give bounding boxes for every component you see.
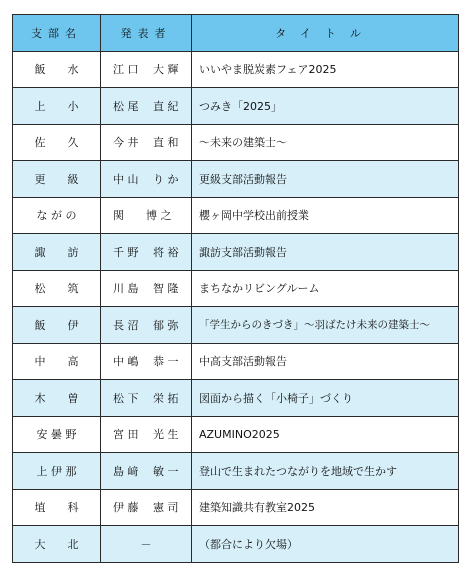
presenter-cell: 川 島 智 隆 bbox=[101, 270, 192, 307]
branch-cell: 飯 水 bbox=[13, 51, 101, 88]
table-row bbox=[13, 307, 459, 344]
branch-cell: 更 級 bbox=[13, 161, 101, 198]
presenter-cell: 千 野 将 裕 bbox=[101, 234, 192, 271]
header-presenter: 発表者 bbox=[101, 15, 192, 52]
table-row bbox=[13, 270, 459, 307]
presenter-cell: 中 山 り か bbox=[101, 161, 192, 198]
table-row bbox=[13, 343, 459, 380]
title-cell: 櫻ヶ岡中学校出前授業 bbox=[192, 197, 459, 234]
presenter-cell: 宮 田 光 生 bbox=[101, 416, 192, 453]
presenter-cell: 松 尾 直 紀 bbox=[101, 88, 192, 125]
branch-cell: 安 曇 野 bbox=[13, 416, 101, 453]
branch-cell: 松 筑 bbox=[13, 270, 101, 307]
title-cell: 登山で生まれたつながりを地域で生かす bbox=[192, 453, 459, 490]
presenter-cell: 江 口 大 輝 bbox=[101, 51, 192, 88]
presenter-cell: 関 博 之 bbox=[101, 197, 192, 234]
branch-cell: 諏 訪 bbox=[13, 234, 101, 271]
presenter-cell: 島 﨑 敏 一 bbox=[101, 453, 192, 490]
title-cell: ～未来の建築士～ bbox=[192, 124, 459, 161]
header-row bbox=[13, 15, 459, 52]
branch-cell: 木 曽 bbox=[13, 380, 101, 417]
branch-cell: 大 北 bbox=[13, 526, 101, 563]
title-cell: 「学生からのきづき」～羽ばたけ未来の建築士～ bbox=[192, 307, 459, 344]
branch-cell: 飯 伊 bbox=[13, 307, 101, 344]
branch-cell: 佐 久 bbox=[13, 124, 101, 161]
branch-cell: な が の bbox=[13, 197, 101, 234]
header-title: タイトル bbox=[192, 15, 459, 52]
title-cell: つみき「2025」 bbox=[192, 88, 459, 125]
table-row bbox=[13, 124, 459, 161]
presenter-cell: － bbox=[101, 526, 192, 563]
table-row bbox=[13, 416, 459, 453]
presentation-table bbox=[12, 14, 459, 563]
title-cell: 中高支部活動報告 bbox=[192, 343, 459, 380]
presenter-cell: 伊 藤 憲 司 bbox=[101, 489, 192, 526]
presenter-cell: 長 沼 郁 弥 bbox=[101, 307, 192, 344]
branch-cell: 埴 科 bbox=[13, 489, 101, 526]
header-branch: 支部名 bbox=[13, 15, 101, 52]
table-row bbox=[13, 197, 459, 234]
table-row bbox=[13, 380, 459, 417]
branch-cell: 中 高 bbox=[13, 343, 101, 380]
title-cell: AZUMINO2025 bbox=[192, 416, 459, 453]
table-row bbox=[13, 51, 459, 88]
title-cell: 建築知識共有教室2025 bbox=[192, 489, 459, 526]
title-cell: 諏訪支部活動報告 bbox=[192, 234, 459, 271]
table-row bbox=[13, 88, 459, 125]
branch-cell: 上 小 bbox=[13, 88, 101, 125]
title-cell: （都合により欠場） bbox=[192, 526, 459, 563]
table-row bbox=[13, 453, 459, 490]
title-cell: 更級支部活動報告 bbox=[192, 161, 459, 198]
presenter-cell: 今 井 直 和 bbox=[101, 124, 192, 161]
presenter-cell: 松 下 栄 拓 bbox=[101, 380, 192, 417]
table-row bbox=[13, 234, 459, 271]
presenter-cell: 中 嶋 恭 一 bbox=[101, 343, 192, 380]
table-row bbox=[13, 526, 459, 563]
title-cell: いいやま脱炭素フェア2025 bbox=[192, 51, 459, 88]
table-row bbox=[13, 489, 459, 526]
table-row bbox=[13, 161, 459, 198]
title-cell: まちなかリビングルーム bbox=[192, 270, 459, 307]
title-cell: 図面から描く「小椅子」づくり bbox=[192, 380, 459, 417]
branch-cell: 上 伊 那 bbox=[13, 453, 101, 490]
